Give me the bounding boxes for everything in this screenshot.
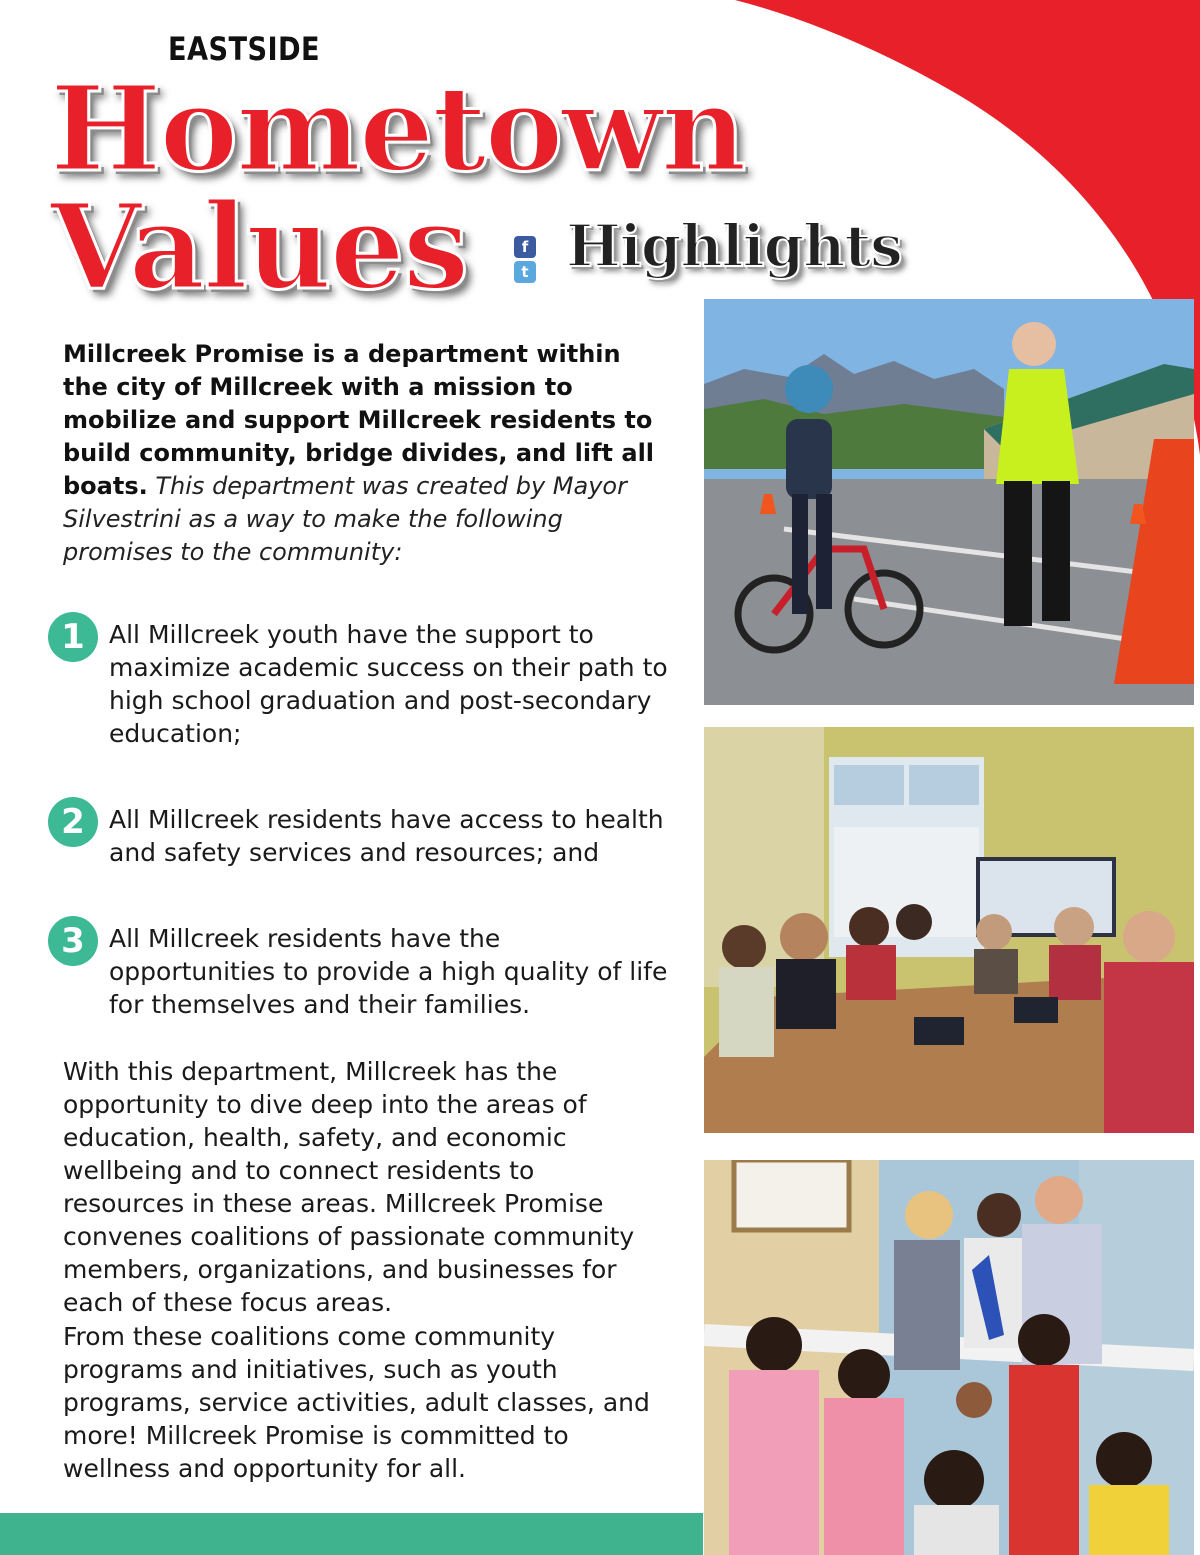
intro-paragraph [63, 338, 663, 569]
promise-number-badge: 2 [48, 797, 98, 847]
body-paragraph-coalitions: From these coalitions come community programs and initiatives, such as youth programs, service activities, adult classes, and more! Millcreek Promise is committed to wellness and opportunity for all. [63, 1322, 650, 1483]
promise-number-badge: 1 [48, 612, 98, 662]
intro-note: This department was created by Mayor Silvestrini as a way to make the following promises to the community: [63, 472, 627, 566]
title-values: Values [50, 177, 468, 316]
facebook-icon[interactable]: f [514, 236, 536, 258]
photo-ribbon-cutting [704, 1160, 1194, 1555]
photo-bike-safety [704, 299, 1194, 705]
footer-green-bar [0, 1513, 703, 1555]
social-icons [514, 236, 538, 286]
kicker-eastside: EASTSIDE [168, 30, 321, 68]
promise-text: All Millcreek youth have the support to maximize academic success on their path to high school graduation and post-secondary education; [109, 620, 668, 748]
title-hometown: Hometown [50, 59, 745, 198]
body-paragraph-department: With this department, Millcreek has the opportunity to dive deep into the areas of education, health, safety, and economic wellbeing and to connect residents to resources in these areas. Millcreek Promise convenes coalitions of passionate community members, organizations, and businesses for each of these focus areas. [63, 1057, 635, 1317]
promise-text: All Millcreek residents have access to health and safety services and resources; and [109, 805, 664, 867]
promise-text: All Millcreek residents have the opportunities to provide a high quality of life for themselves and their families. [109, 924, 668, 1019]
subtitle-highlights: Highlights [566, 212, 902, 280]
photo-community-meeting [704, 727, 1194, 1133]
promise-number-badge: 3 [48, 916, 98, 966]
intro-mission: Millcreek Promise is a department within the city of Millcreek with a mission to mobilize and support Millcreek residents to build community, bridge divides, and lift all boats. [63, 340, 655, 500]
twitter-icon[interactable]: t [514, 261, 536, 283]
